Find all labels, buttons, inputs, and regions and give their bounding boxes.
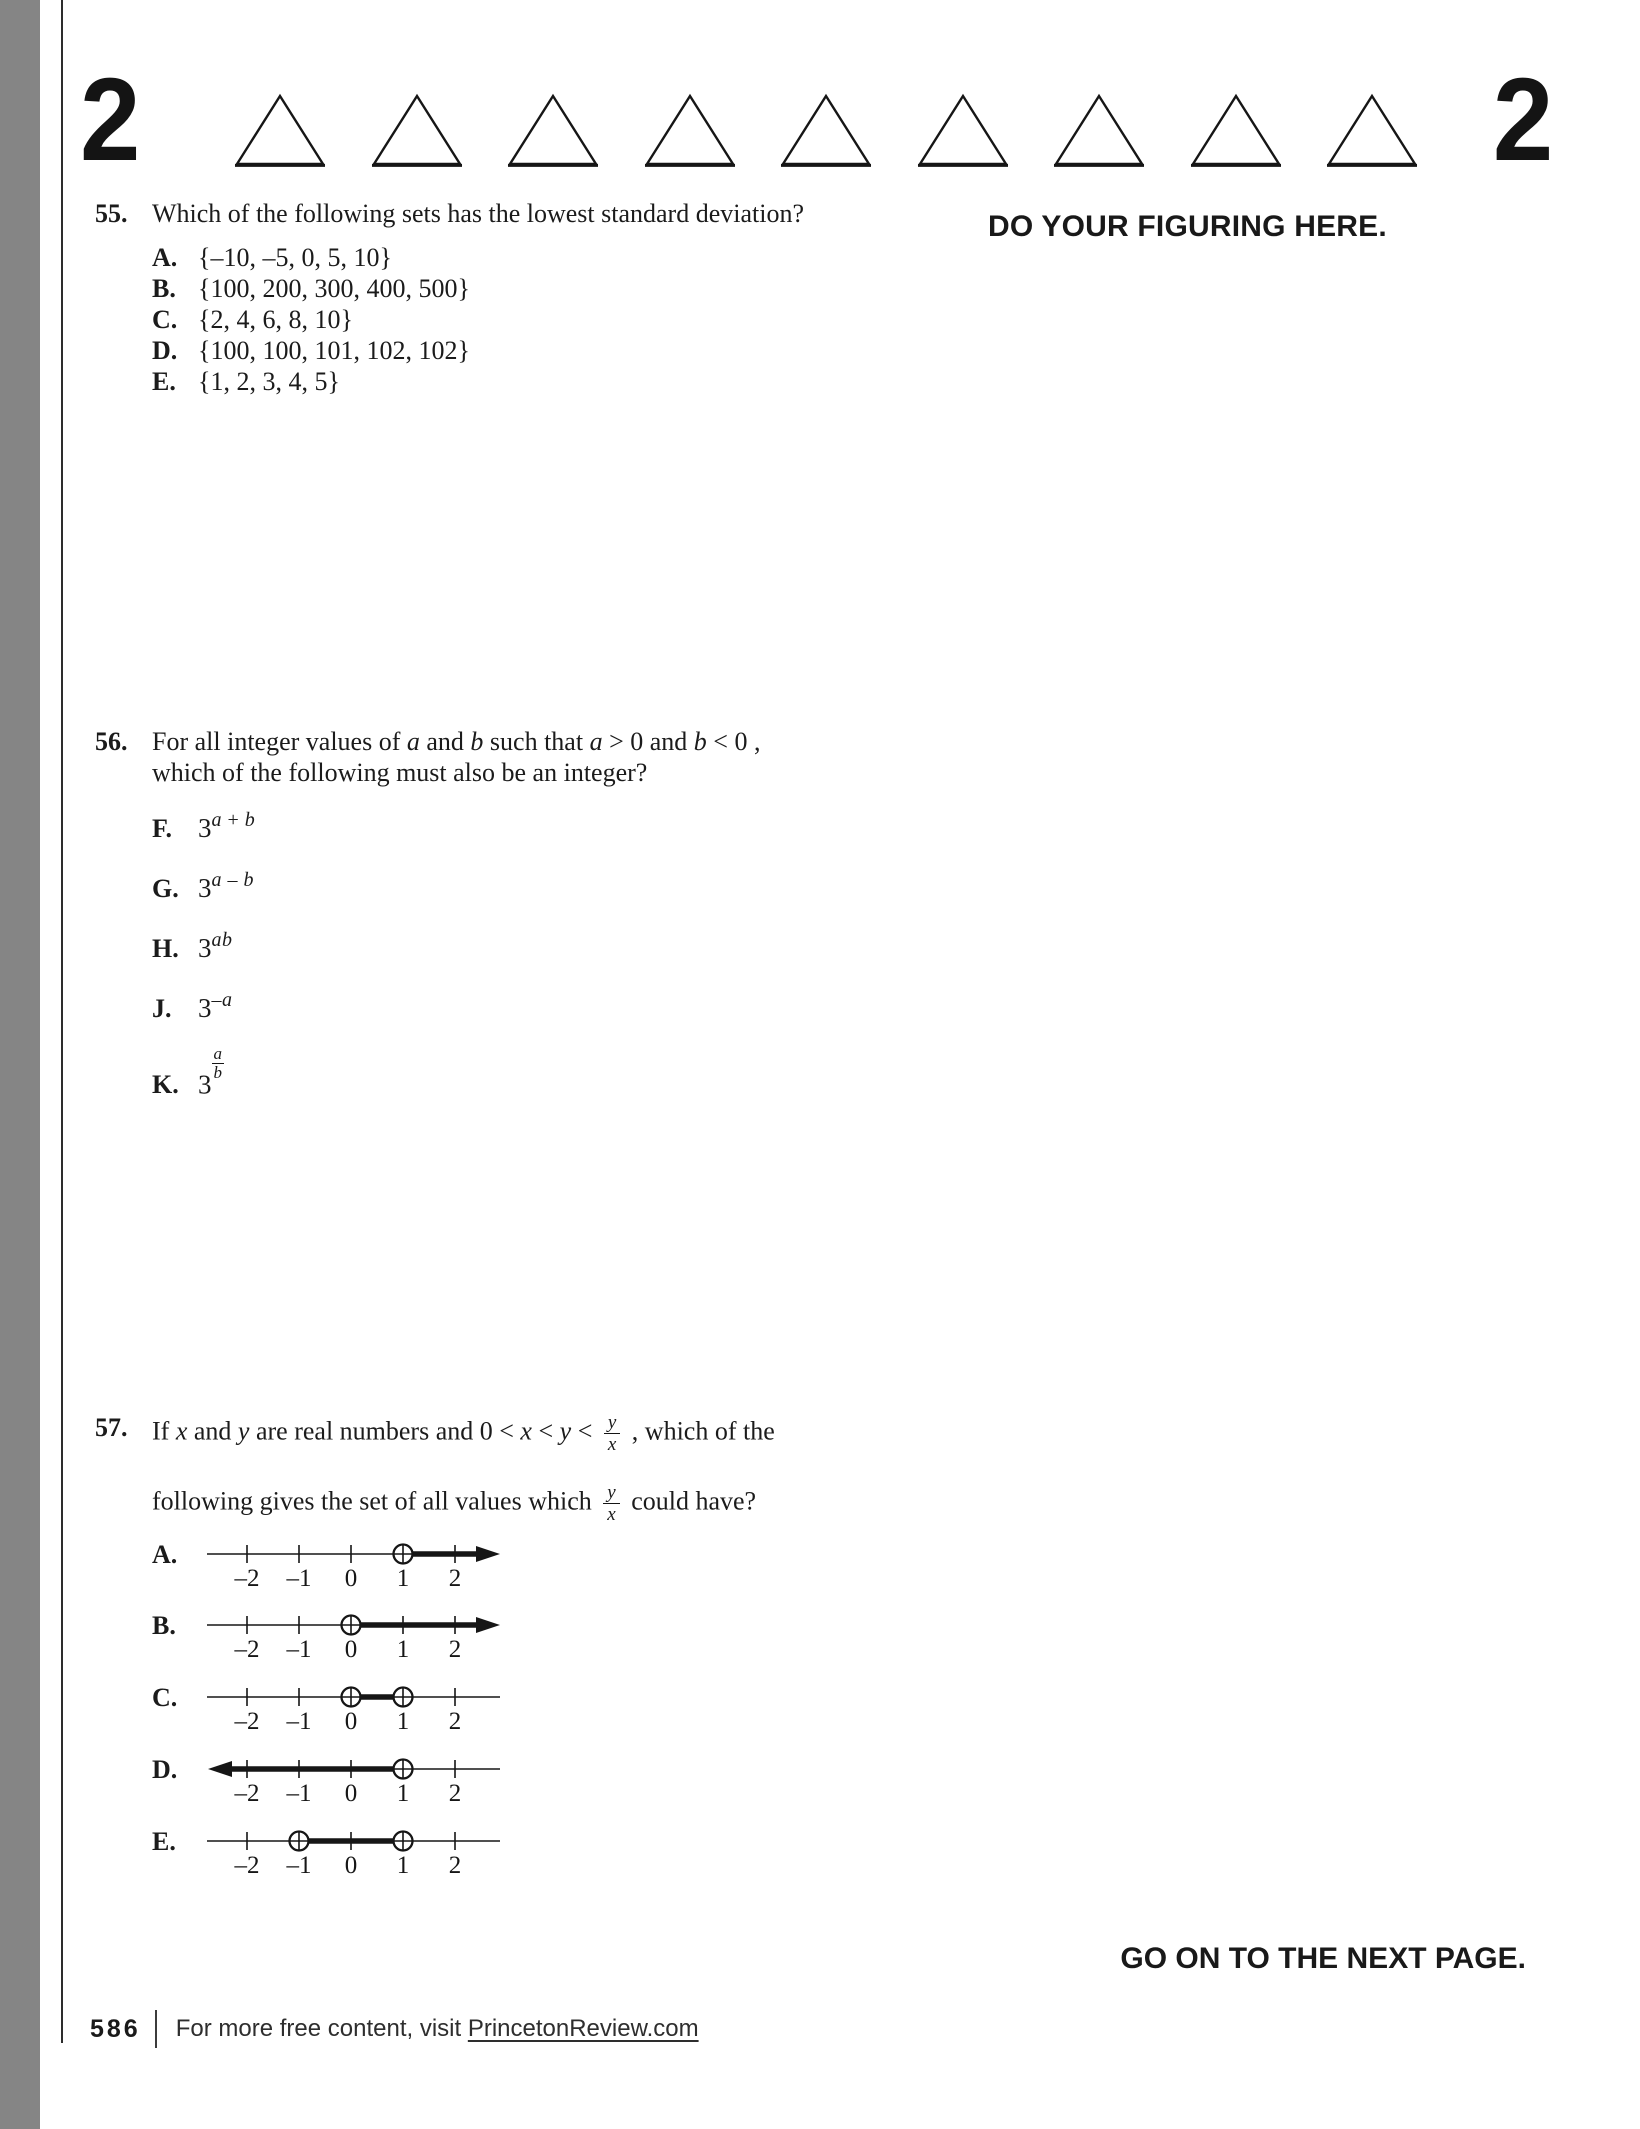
section-number-left: 2 xyxy=(80,54,137,186)
svg-text:0: 0 xyxy=(344,1636,358,1663)
choice-label: C. xyxy=(152,1683,178,1712)
choice-label: D. xyxy=(152,1755,178,1784)
question-56-text-line1: For all integer values of a and b such that a > 0 and b < 0 , xyxy=(152,727,761,756)
choice-55-d xyxy=(152,335,825,366)
question-55 xyxy=(95,198,825,397)
choice-expression: 3$^{a - b}$ xyxy=(198,869,254,903)
triangle-icon xyxy=(233,92,327,170)
triangle-row xyxy=(233,92,1419,170)
svg-text:–2: –2 xyxy=(234,1708,260,1735)
choice-expression: $3^{a + b}$ xyxy=(198,809,256,843)
svg-text:–1: –1 xyxy=(286,1852,312,1879)
triangle-icon xyxy=(916,92,1010,170)
triangle-icon xyxy=(643,92,737,170)
choice-expression: 3 $\frac{a}{b}$ xyxy=(198,1044,222,1100)
choice-label: E. xyxy=(152,367,176,396)
svg-text:0: 0 xyxy=(344,1852,358,1879)
triangle-icon xyxy=(370,92,464,170)
svg-text:–1: –1 xyxy=(286,1565,312,1592)
svg-text:2: 2 xyxy=(448,1565,462,1592)
left-vertical-rule xyxy=(61,0,63,2043)
choice-label: A. xyxy=(152,243,178,272)
choice-text: {–10, –5, 0, 5, 10} xyxy=(198,243,392,272)
question-57-text-line1: If x and y are real numbers and 0 < x < y < $\frac{y}{x}$ , which of the xyxy=(152,1412,775,1456)
question-56 xyxy=(95,726,825,1122)
choice-55-e xyxy=(152,366,825,397)
numberline-diagram xyxy=(202,1825,522,1879)
choice-55-a xyxy=(152,242,825,273)
choice-57-c xyxy=(152,1681,522,1735)
svg-text:0: 0 xyxy=(344,1780,358,1807)
svg-text:–1: –1 xyxy=(286,1636,312,1663)
footer-divider xyxy=(155,2010,157,2048)
choice-expression: $3^{-a}$ xyxy=(198,989,233,1023)
fraction-y-over-x: $\frac{y}{x}$ xyxy=(603,1482,619,1526)
svg-text:2: 2 xyxy=(448,1636,462,1663)
go-on-heading: GO ON TO THE NEXT PAGE. xyxy=(1120,1942,1526,1975)
question-56-text-line2: which of the following must also be an integer? xyxy=(152,758,648,787)
question-55-choices xyxy=(152,242,825,397)
svg-text:1: 1 xyxy=(396,1708,410,1735)
choice-label: H. xyxy=(152,934,179,963)
question-56-number: 56. xyxy=(95,727,128,756)
numberline-diagram xyxy=(202,1609,522,1663)
svg-text:0: 0 xyxy=(344,1708,358,1735)
choice-56-j xyxy=(152,985,825,1022)
choice-label: G. xyxy=(152,874,179,903)
triangle-icon xyxy=(506,92,600,170)
triangle-icon xyxy=(1325,92,1419,170)
choice-label: K. xyxy=(152,1070,179,1100)
svg-text:–2: –2 xyxy=(234,1636,260,1663)
choice-57-d xyxy=(152,1753,522,1807)
numberline-diagram xyxy=(202,1753,522,1807)
choice-text: {100, 100, 101, 102, 102} xyxy=(198,336,470,365)
choice-label: B. xyxy=(152,274,176,303)
choice-57-e xyxy=(152,1825,522,1879)
fraction-y-over-x: $\frac{y}{x}$ xyxy=(604,1412,620,1456)
choice-56-k xyxy=(152,1045,825,1099)
svg-text:1: 1 xyxy=(396,1636,410,1663)
triangle-icon xyxy=(1052,92,1146,170)
choice-55-b xyxy=(152,273,825,304)
svg-text:–2: –2 xyxy=(234,1780,260,1807)
svg-text:–2: –2 xyxy=(234,1852,260,1879)
figuring-heading: DO YOUR FIGURING HERE. xyxy=(988,210,1387,243)
choice-55-c xyxy=(152,304,825,335)
svg-text:–1: –1 xyxy=(286,1708,312,1735)
choice-label: B. xyxy=(152,1611,176,1640)
question-55-text: Which of the following sets has the lowest standard deviation? xyxy=(152,199,805,228)
choice-label: A. xyxy=(152,1540,178,1569)
choice-57-b xyxy=(152,1609,522,1663)
page-number: 586 xyxy=(90,2014,141,2043)
question-56-choices xyxy=(152,805,825,1099)
page-footer xyxy=(90,2010,699,2048)
choice-label: F. xyxy=(152,814,172,843)
question-57-number: 57. xyxy=(95,1413,128,1442)
triangle-icon xyxy=(779,92,873,170)
choice-label: E. xyxy=(152,1827,176,1856)
princeton-review-link[interactable]: PrincetonReview.com xyxy=(467,2015,699,2042)
svg-text:2: 2 xyxy=(448,1780,462,1807)
choice-57-a xyxy=(152,1538,522,1592)
svg-text:2: 2 xyxy=(448,1708,462,1735)
choice-56-g xyxy=(152,865,825,902)
question-55-number: 55. xyxy=(95,199,128,228)
choice-text: {2, 4, 6, 8, 10} xyxy=(198,305,353,334)
page-edge-gray-bar xyxy=(0,0,40,2129)
choice-text: {100, 200, 300, 400, 500} xyxy=(198,274,470,303)
question-57-text-line2: following gives the set of all values which $\frac{y}{x}$ could have? xyxy=(152,1482,757,1526)
svg-text:–1: –1 xyxy=(286,1780,312,1807)
question-57 xyxy=(95,1398,875,1538)
triangle-icon xyxy=(1189,92,1283,170)
svg-text:2: 2 xyxy=(448,1852,462,1879)
svg-text:–2: –2 xyxy=(234,1565,260,1592)
choice-text: {1, 2, 3, 4, 5} xyxy=(198,367,340,396)
choice-label: D. xyxy=(152,336,178,365)
choice-56-h xyxy=(152,925,825,962)
choice-label: C. xyxy=(152,305,178,334)
footer-note: For more free content, visit PrincetonReview.com xyxy=(175,2015,699,2042)
numberline-diagram xyxy=(202,1681,522,1735)
svg-text:1: 1 xyxy=(396,1780,410,1807)
svg-text:1: 1 xyxy=(396,1565,410,1592)
svg-text:0: 0 xyxy=(344,1565,358,1592)
choice-56-f xyxy=(152,805,825,842)
numberline-diagram xyxy=(202,1538,522,1592)
choice-expression: $3^{ab}$ xyxy=(198,929,233,963)
svg-text:1: 1 xyxy=(396,1852,410,1879)
section-number-right: 2 xyxy=(1492,54,1550,186)
choice-label: J. xyxy=(152,994,172,1023)
